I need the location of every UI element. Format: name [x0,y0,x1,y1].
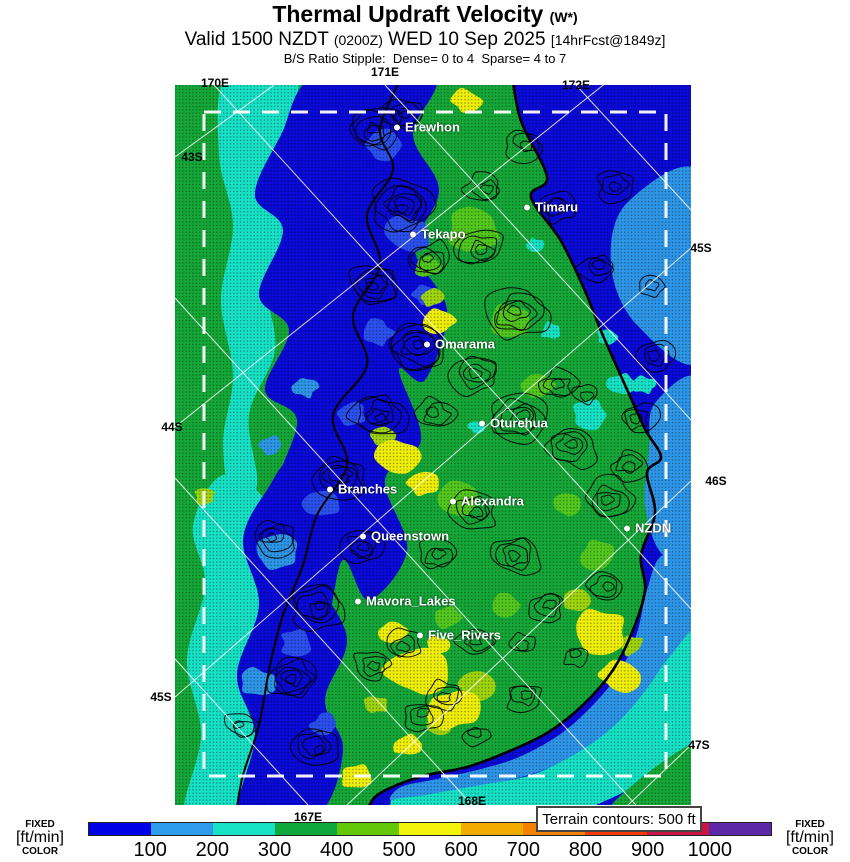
colorbar-units-right [770,820,850,857]
colorbar-tick-600: 600 [444,839,478,861]
colorbar-units-left [0,820,80,857]
valid-zulu-time: (0200Z) [333,32,383,48]
grid-label-lat-46s-right: 46S [705,474,727,488]
units-label: [ft/min] [785,829,834,846]
colorbar-segment-5 [337,823,399,835]
place-label: Oturehua [490,415,548,431]
valid-local-time: Valid 1500 NZDT [184,29,329,50]
colorbar-tick-400: 400 [320,839,354,861]
grid-label-lon-172e: 172E [561,78,591,92]
valid-line [0,29,850,51]
place-dot [417,632,423,638]
colorbar-segment-7 [461,823,523,835]
place-label: Alexandra [461,493,524,509]
colorbar-tick-500: 500 [382,839,416,861]
place-marker-omarama [427,337,495,352]
place-label: Five_Rivers [428,627,501,643]
place-dot [424,341,430,347]
grid-label-lat-44s: 44S [161,420,183,434]
color-label: COLOR [791,846,829,857]
place-marker-oturehua [482,416,548,431]
place-label: Queenstown [371,528,450,544]
header [0,2,850,66]
colorbar-tick-100: 100 [133,839,167,861]
colorbar-segment-4 [275,823,337,835]
colorbar-segment-11 [709,823,771,835]
place-dot [394,124,400,130]
colorbar-tick-900: 900 [630,839,665,861]
map-raster-art [175,85,691,805]
place-dot [524,204,530,210]
grid-label-lat-45s-left: 45S [150,690,172,704]
title-units: (W*) [549,9,578,25]
place-dot [355,598,361,604]
color-label: COLOR [21,846,59,857]
place-dot [360,533,366,539]
place-label: Tekapo [421,226,466,242]
colorbar-tick-1000: 1000 [687,839,733,861]
place-dot [450,498,456,504]
stipple-legend-note: B/S Ratio Stipple: Dense= 0 to 4 Sparse= 4 to 7 [283,51,567,66]
terrain-contours-note [536,806,702,832]
forecast-run-info: [14hrFcst@1849z] [550,32,666,48]
place-dot [410,231,416,237]
place-marker-queenstown [363,529,449,544]
place-marker-five_rivers [420,628,501,643]
colorbar-segment-1 [89,823,151,835]
place-marker-alexandra [453,494,524,509]
colorbar-tick-700: 700 [506,839,540,861]
valid-date: WED 10 Sep 2025 [388,29,546,50]
grid-label-lon-167e: 167E [293,810,323,824]
grid-label-lon-171e: 171E [370,65,400,79]
place-dot [624,525,630,531]
place-dot [479,420,485,426]
grid-label-lat-45s-right: 45S [690,241,712,255]
place-label: Timaru [535,199,579,215]
grid-label-lat-43s: 43S [181,150,203,164]
place-marker-timaru [527,200,578,215]
place-marker-erewhon [397,120,460,135]
place-marker-tekapo [413,227,466,242]
title-text: Thermal Updraft Velocity [272,1,544,27]
fixed-label: FIXED [795,819,825,830]
place-marker-nzdn [627,521,671,536]
grid-label-lat-47s-right: 47S [688,738,710,752]
colorbar-segment-3 [213,823,275,835]
colorbar-tick-300: 300 [257,839,292,861]
colorbar-tick-200: 200 [195,839,230,861]
place-marker-mavora_lakes [358,594,456,609]
grid-label-lon-168e: 168E [457,794,487,808]
grid-label-lon-170e: 170E [200,76,230,90]
place-label: NZDN [635,520,672,536]
terrain-note-text: Terrain contours: 500 ft [542,810,696,828]
place-label: Omarama [435,336,495,352]
place-dot [327,486,333,492]
page-title [0,2,850,29]
place-label: Erewhon [405,119,460,135]
place-label: Branches [338,481,398,497]
colorbar-segment-6 [399,823,461,835]
place-marker-branches [330,482,397,497]
units-label: [ft/min] [15,829,64,846]
fixed-label: FIXED [25,819,55,830]
colorbar-segment-2 [151,823,213,835]
colorbar-tick-800: 800 [568,839,603,861]
place-label: Mavora_Lakes [366,593,456,609]
